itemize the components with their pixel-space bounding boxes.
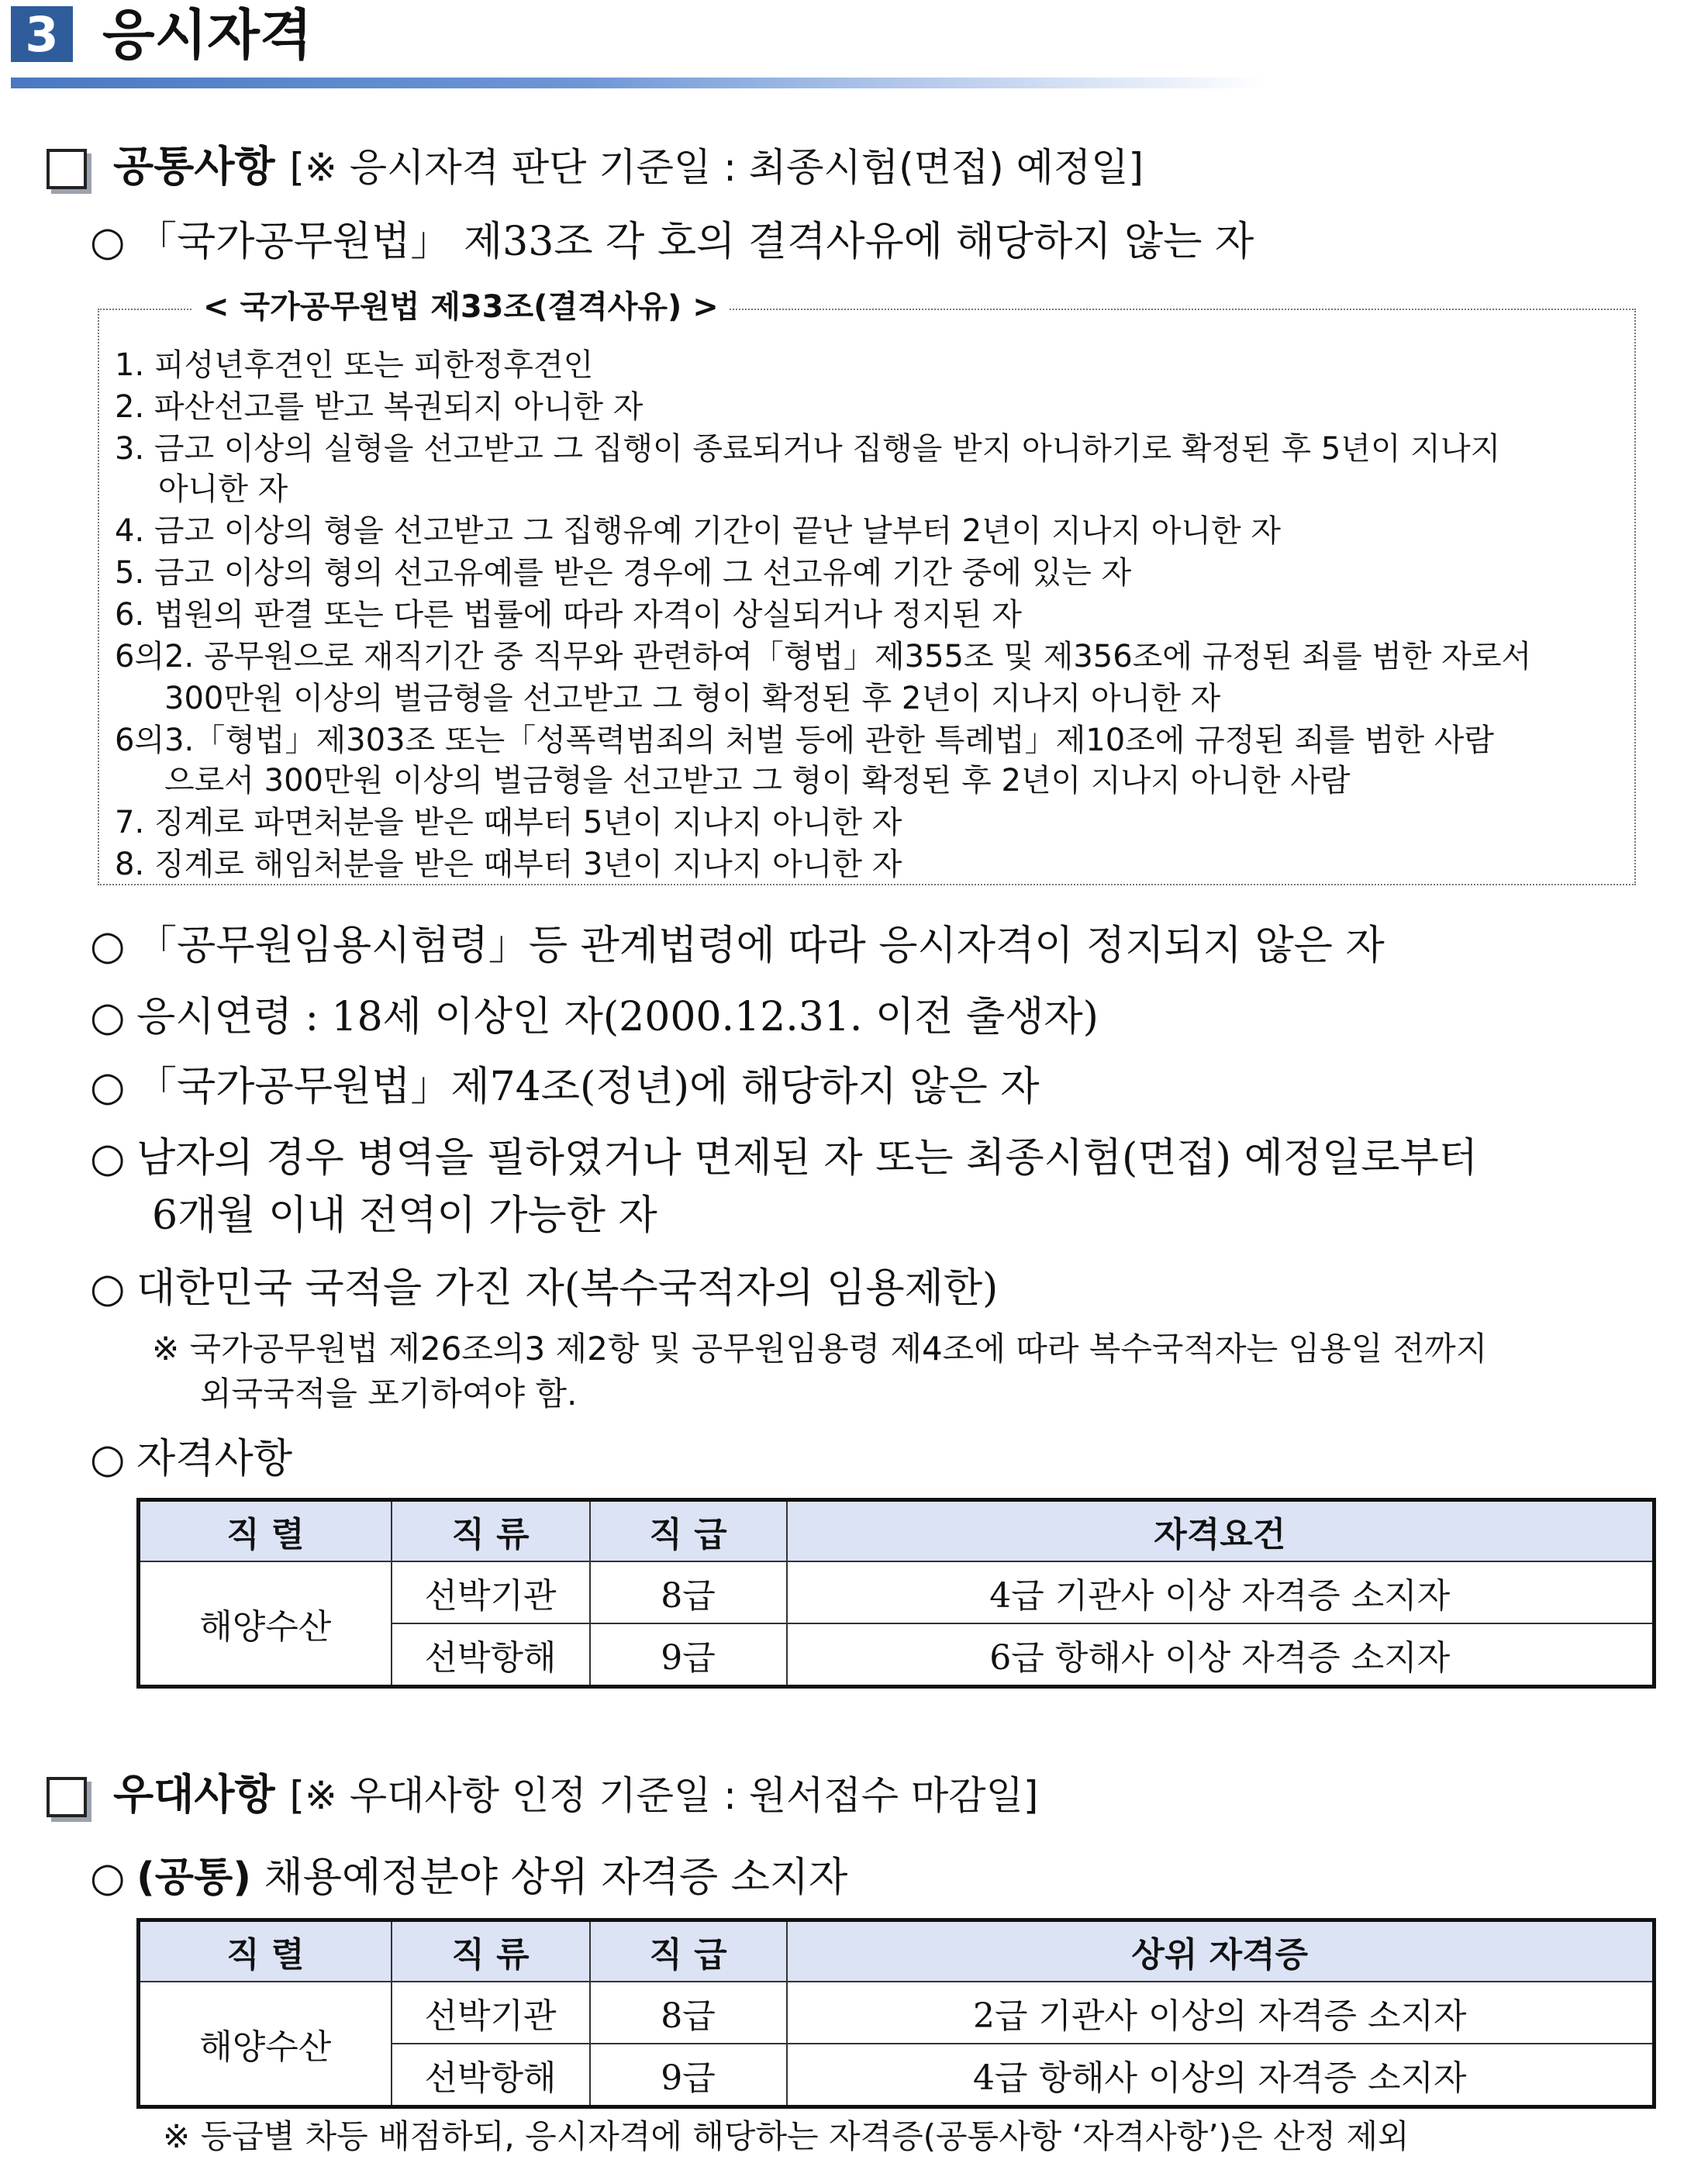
- circle-bullet-icon: ○: [90, 1854, 126, 1901]
- section-underline: [11, 78, 1267, 88]
- bullet-text: 「공무원임용시험령」등 관계법령에 따라 응시자격이 정지되지 않은 자: [136, 923, 1385, 969]
- pref-bullet-1: [90, 1850, 847, 1906]
- common-bullet-3: [90, 989, 1099, 1045]
- table-header-row: [139, 1920, 1655, 1982]
- col-header-certificate: 상위 자격증: [787, 1920, 1655, 1982]
- law-line: 아니한 자: [158, 471, 288, 507]
- scoring-note: ※ 등급별 차등 배점하되, 응시자격에 해당하는 자격증(공통사항 ‘자격사항’)은 산정 제외: [163, 2117, 1410, 2155]
- col-header-requirement: 자격요건: [787, 1500, 1655, 1562]
- pref-heading: [113, 1768, 1038, 1823]
- checkbox-square-icon: [47, 149, 87, 189]
- series-cell: 해양수산: [139, 1561, 392, 1687]
- col-header-series: 직 렬: [139, 1500, 392, 1562]
- col-header-series: 직 렬: [139, 1920, 392, 1982]
- table-header-row: [139, 1500, 1655, 1562]
- col-header-grade: 직 급: [590, 1920, 787, 1982]
- bullet-text: 「국가공무원법」제74조(정년)에 해당하지 않은 자: [136, 1064, 1040, 1110]
- pref-bullet-bold: (공통): [136, 1854, 251, 1901]
- common-bullet-6: [90, 1261, 998, 1316]
- law-line: 6의2. 공무원으로 재직기간 중 직무와 관련하여「형법」제355조 및 제356조에 규정된 죄를 범한 자로서: [115, 639, 1532, 674]
- common-bullet-7: [90, 1431, 292, 1487]
- section-number-badge: 3: [11, 6, 73, 62]
- common-bullet-4: [90, 1059, 1040, 1115]
- law-line: 300만원 이상의 벌금형을 선고받고 그 형이 확정된 후 2년이 지나지 아니한 자: [164, 681, 1221, 716]
- bullet-text: 자격사항: [136, 1436, 292, 1482]
- circle-bullet-icon: ○: [90, 994, 126, 1040]
- law-line: 2. 파산선고를 받고 복권되지 아니한 자: [115, 389, 644, 425]
- col-header-kind: 직 류: [392, 1920, 590, 1982]
- grade-cell: 9급: [590, 1623, 787, 1687]
- certificate-cell: 4급 항해사 이상의 자격증 소지자: [787, 2044, 1655, 2107]
- kind-cell: 선박항해: [392, 1623, 590, 1687]
- pref-heading-label: 우대사항: [113, 1770, 275, 1819]
- bullet-text: 응시연령 : 18세 이상인 자(2000.12.31. 이전 출생자): [136, 994, 1099, 1040]
- section-title: 응시자격: [102, 3, 312, 67]
- checkbox-square-icon: [47, 1777, 87, 1817]
- law-line: 5. 금고 이상의 형의 선고유예를 받은 경우에 그 선고유예 기간 중에 있는 자: [115, 555, 1132, 591]
- law-line: 4. 금고 이상의 형을 선고받고 그 집행유예 기간이 끝난 날부터 2년이 지나지 아니한 자: [115, 513, 1282, 549]
- circle-bullet-icon: ○: [90, 1135, 126, 1182]
- requirement-cell: 4급 기관사 이상 자격증 소지자: [787, 1561, 1655, 1623]
- common-bullet-5-cont: 6개월 이내 전역이 가능한 자: [152, 1192, 657, 1239]
- law-line: 8. 징계로 해임처분을 받은 때부터 3년이 지나지 아니한 자: [115, 847, 902, 882]
- law-line: 3. 금고 이상의 실형을 선고받고 그 집행이 종료되거나 집행을 받지 아니하기로 확정된 후 5년이 지나지: [115, 431, 1501, 467]
- nationality-note-cont: 외국국적을 포기하여야 함.: [200, 1375, 578, 1413]
- col-header-grade: 직 급: [590, 1500, 787, 1562]
- series-cell: 해양수산: [139, 1982, 392, 2107]
- kind-cell: 선박기관: [392, 1982, 590, 2044]
- col-header-kind: 직 류: [392, 1500, 590, 1562]
- law-line: 6의3.「형법」제303조 또는「성폭력범죄의 처벌 등에 관한 특례법」제10조에 규정된 죄를 범한 사람: [115, 723, 1495, 758]
- law-article-title: < 국가공무원법 제33조(결격사유) >: [192, 285, 730, 329]
- bullet-text: 대한민국 국적을 가진 자(복수국적자의 임용제한): [136, 1265, 999, 1312]
- certificate-cell: 2급 기관사 이상의 자격증 소지자: [787, 1982, 1655, 2044]
- common-bullet-5: [90, 1130, 1478, 1186]
- law-line: 으로서 300만원 이상의 벌금형을 선고받고 그 형이 확정된 후 2년이 지나지 아니한 사람: [164, 763, 1351, 799]
- circle-bullet-icon: ○: [90, 1265, 126, 1312]
- common-heading-label: 공통사항: [113, 142, 275, 191]
- law-line: 1. 피성년후견인 또는 피한정후견인: [115, 347, 594, 383]
- preferred-certificate-table: [136, 1918, 1656, 2109]
- law-line: 6. 법원의 판결 또는 다른 법률에 따라 자격이 상실되거나 정지된 자: [115, 597, 1022, 633]
- grade-cell: 8급: [590, 1561, 787, 1623]
- table-row: [139, 1561, 1655, 1623]
- bullet-text: 남자의 경우 병역을 필하였거나 면제된 자 또는 최종시험(면접) 예정일로부터: [136, 1135, 1479, 1182]
- bullet-text: 「국가공무원법」 제33조 각 호의 결격사유에 해당하지 않는 자: [136, 219, 1254, 265]
- circle-bullet-icon: ○: [90, 1064, 126, 1110]
- nationality-note: ※ 국가공무원법 제26조의3 제2항 및 공무원임용령 제4조에 따라 복수국적자는 임용일 전까지: [152, 1330, 1488, 1368]
- grade-cell: 8급: [590, 1982, 787, 2044]
- circle-bullet-icon: ○: [90, 1436, 126, 1482]
- common-heading-note: [※ 응시자격 판단 기준일 : 최종시험(면접) 예정일]: [289, 145, 1144, 190]
- law-line: 7. 징계로 파면처분을 받은 때부터 5년이 지나지 아니한 자: [115, 805, 902, 840]
- circle-bullet-icon: ○: [90, 923, 126, 969]
- common-heading: [113, 140, 1144, 195]
- pref-heading-note: [※ 우대사항 인정 기준일 : 원서접수 마감일]: [289, 1773, 1039, 1818]
- common-bullet-1: [90, 214, 1254, 270]
- table-row: [139, 1982, 1655, 2044]
- common-bullet-2: [90, 918, 1385, 974]
- requirement-cell: 6급 항해사 이상 자격증 소지자: [787, 1623, 1655, 1687]
- bullet-text: 채용예정분야 상위 자격증 소지자: [264, 1854, 848, 1901]
- qualification-table: [136, 1498, 1656, 1689]
- kind-cell: 선박기관: [392, 1561, 590, 1623]
- kind-cell: 선박항해: [392, 2044, 590, 2107]
- grade-cell: 9급: [590, 2044, 787, 2107]
- circle-bullet-icon: ○: [90, 219, 126, 265]
